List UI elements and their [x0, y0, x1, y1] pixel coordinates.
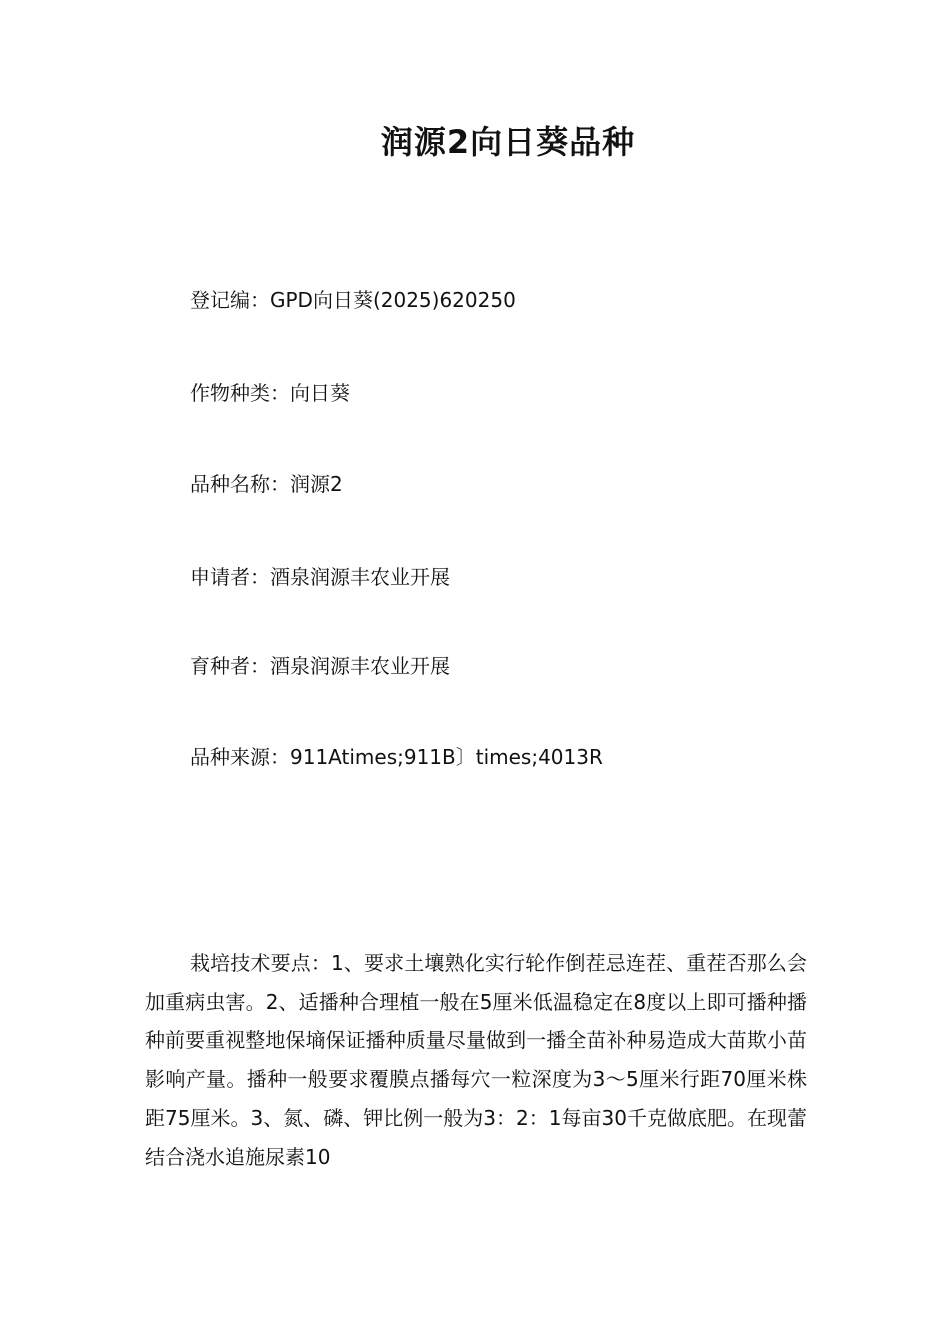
crop-type: 作物种类：向日葵	[190, 381, 350, 405]
document-title: 润源2向日葵品种	[380, 123, 636, 161]
cultivation-paragraph: 栽培技术要点：1、要求土壤熟化实行轮作倒茬忌连茬、重茬否那么会加重病虫害。2、适播种合理植一般在5厘米低温稳定在8度以上即可播种播种前要重视整地保墒保证播种质量尽量做到一播全苗补种易造成大苗欺小苗影响产量。播种一般要求覆膜点播每穴一粒深度为3～5厘米行距70厘米株距75厘米。3、氮、磷、钾比例一般为3：2：1每亩30千克做底肥。在现蕾结合浇水追施尿素10	[145, 951, 807, 1169]
variety-name: 品种名称：润源2	[190, 472, 343, 496]
variety-source: 品种来源：911Atimes;911B〕times;4013R	[190, 745, 603, 769]
registration-number: 登记编：GPD向日葵(2025)620250	[190, 288, 516, 312]
applicant: 申请者：酒泉润源丰农业开展	[190, 565, 450, 589]
breeder: 育种者：酒泉润源丰农业开展	[190, 654, 450, 678]
